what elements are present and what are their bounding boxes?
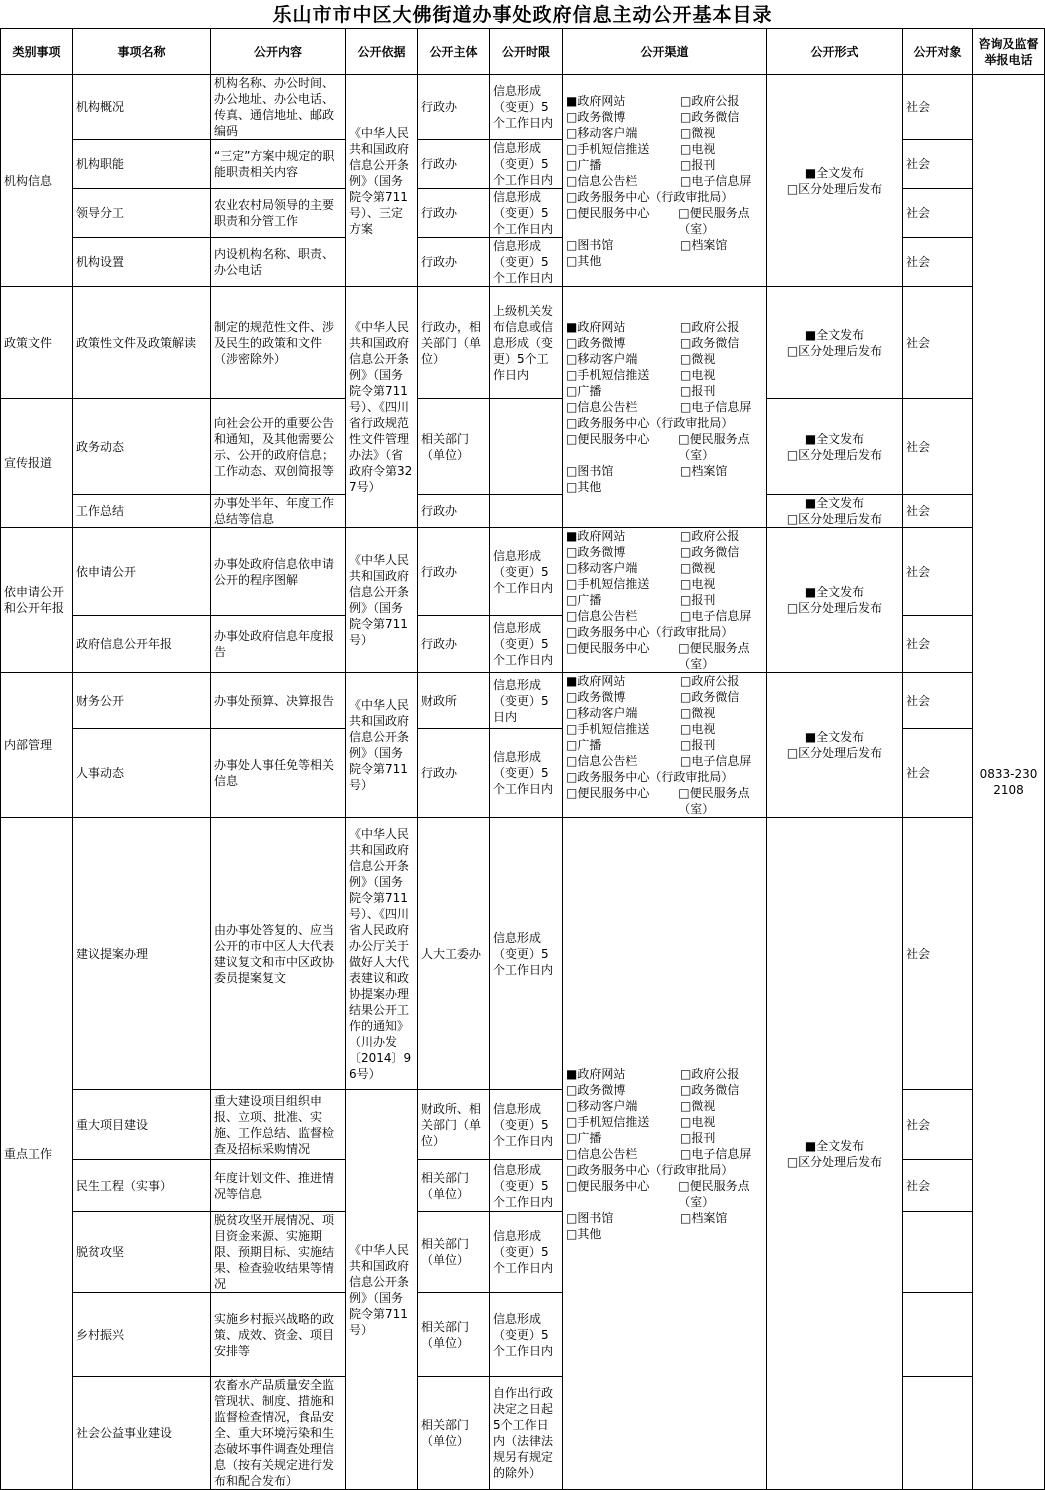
channel-option: □政务服务中心（行政审批局） [566, 416, 734, 430]
channel-option: □电子信息屏 [680, 609, 752, 623]
channel-option: □手机短信推送 [566, 722, 650, 736]
channel-row [566, 785, 763, 817]
time-cell: 信息形成（变更）5个工作日内 [490, 1212, 563, 1293]
time-cell: 信息形成（变更）5个工作日内 [490, 1293, 563, 1377]
channel-list [563, 528, 767, 673]
form-option-full: ■全文发布 [804, 431, 865, 446]
channel-row [566, 431, 763, 463]
form-option-full: ■全文发布 [804, 1138, 865, 1153]
channel-option: □报刊 [680, 738, 716, 752]
time-cell: 自作出行政决定之日起5个工作日内（法律法规另有规定的除外） [490, 1377, 563, 1490]
item-name: 社会公益事业建设 [73, 1377, 211, 1490]
item-name: 工作总结 [73, 495, 211, 528]
channel-option: □广播 [566, 1130, 602, 1145]
channel-row [566, 1130, 763, 1146]
item-name: 人事动态 [73, 729, 211, 818]
channel-option: □微视 [680, 125, 716, 140]
form-option-part: □区分处理后发布 [786, 601, 883, 615]
time-cell: 信息形成（变更）5个工作日内 [490, 528, 563, 616]
channel-option: □政务微信 [680, 109, 740, 124]
channel-option: □政务微博 [566, 690, 626, 704]
table-row [1, 75, 1045, 140]
channel-row [566, 737, 763, 753]
header-cell: 类别事项 [1, 29, 73, 75]
channel-row [566, 399, 763, 415]
audience-cell: 社会 [903, 238, 973, 287]
audience-cell: 社会 [903, 616, 973, 673]
form-option-part: □区分处理后发布 [786, 343, 883, 358]
channel-option: □信息公告栏 [566, 754, 638, 768]
channel-row [566, 721, 763, 737]
channel-option: □政务微信 [680, 336, 740, 350]
header-cell: 公开对象 [903, 29, 973, 75]
form-option-part: □区分处理后发布 [786, 746, 883, 760]
time-cell: 信息形成（变更）5个工作日内 [490, 75, 563, 140]
channel-option: □便民服务中心 [566, 641, 650, 655]
subject-cell: 相关部门（单位） [418, 1377, 490, 1490]
subject-cell: 相关部门（单位） [418, 1293, 490, 1377]
channel-option: □政务微信 [680, 1082, 740, 1097]
channel-option: □报刊 [680, 593, 716, 607]
form-option-part: □区分处理后发布 [786, 447, 883, 462]
form-option-part: □区分处理后发布 [786, 181, 883, 196]
basis-cell: 《中华人民共和国政府信息公开条例》（国务院令第711号）、《四川省人民政府办公厅关于做好人大代表建议和政协提案办理结果公开工作的通知》（川办发〔2014〕96号） [346, 818, 418, 1090]
channel-option: □手机短信推送 [566, 1114, 650, 1129]
category-cell: 依申请公开和公开年报 [1, 528, 73, 673]
item-name: 民生工程（实事） [73, 1160, 211, 1212]
channel-option: ■政府网站 [566, 529, 626, 543]
subject-cell: 行政办 [418, 140, 490, 189]
header-row [1, 29, 1045, 75]
channel-option: □报刊 [680, 157, 716, 172]
audience-cell: 社会 [903, 75, 973, 140]
channel-row [566, 592, 763, 608]
channel-row [566, 237, 763, 253]
channel-option: □政务微信 [680, 690, 740, 704]
audience-cell [903, 1212, 973, 1293]
channel-row [566, 689, 763, 705]
channel-list [563, 818, 767, 1490]
subject-cell: 财政所 [418, 673, 490, 729]
channel-option: □政务微博 [566, 1082, 626, 1097]
basis-cell: 《中华人民共和国政府信息公开条例》（国务院令第711号） [346, 528, 418, 673]
form-option-full: ■全文发布 [804, 165, 865, 180]
channel-option: □图书馆 [566, 237, 614, 252]
basis-cell: 《中华人民共和国政府信息公开条例》（国务院令第711号）、三定方案 [346, 75, 418, 287]
channel-option: □移动客户端 [566, 125, 638, 140]
channel-row [566, 157, 763, 173]
table-row [1, 399, 1045, 495]
channel-option: □信息公告栏 [566, 400, 638, 414]
channel-option: □手机短信推送 [566, 141, 650, 156]
item-content: 年度计划文件、推进情况等信息 [211, 1160, 346, 1212]
header-cell: 公开时限 [490, 29, 563, 75]
form-cell [767, 399, 903, 495]
channel-option: □政务服务中心（行政审批局） [566, 189, 734, 204]
time-cell: 信息形成（变更）5个工作日内 [490, 140, 563, 189]
channel-option: □便民服务中心 [566, 205, 650, 220]
channel-option: □政务服务中心（行政审批局） [566, 625, 734, 639]
audience-cell: 社会 [903, 729, 973, 818]
channel-option: □手机短信推送 [566, 577, 650, 591]
channel-option: ■政府网站 [566, 320, 626, 334]
form-option-full: ■全文发布 [804, 730, 865, 744]
item-content: 内设机构名称、职责、办公电话 [211, 238, 346, 287]
channel-option: □微视 [680, 561, 716, 575]
audience-cell [903, 1377, 973, 1490]
channel-row [566, 560, 763, 576]
audience-cell: 社会 [903, 1090, 973, 1160]
item-content: 办事处政府信息依申请公开的程序图解 [211, 528, 346, 616]
channel-option: □政务微信 [680, 545, 740, 559]
audience-cell [903, 1293, 973, 1377]
subject-cell: 行政办 [418, 495, 490, 528]
channel-option: ■政府网站 [566, 1066, 626, 1081]
channel-option: ■政府网站 [566, 674, 626, 688]
channel-option: □便民服务中心 [566, 1178, 650, 1193]
subject-cell: 人大工委办 [418, 818, 490, 1090]
item-content: 办事处半年、年度工作总结等信息 [211, 495, 346, 528]
channel-option: □移动客户端 [566, 1098, 638, 1113]
channel-row [566, 1098, 763, 1114]
item-name: 财务公开 [73, 673, 211, 729]
channel-option: □微视 [680, 706, 716, 720]
channel-option: □便民服务点（室） [678, 641, 750, 671]
form-option-full: ■全文发布 [804, 496, 865, 510]
channel-option: □微视 [680, 352, 716, 366]
basis-cell: 《中华人民共和国政府信息公开条例》（国务院令第711号） [346, 673, 418, 818]
form-cell [767, 495, 903, 528]
item-name: 机构概况 [73, 75, 211, 140]
time-cell [490, 399, 563, 495]
channel-row [566, 544, 763, 560]
channel-row [566, 608, 763, 624]
table-row [1, 287, 1045, 399]
item-name: 政务动态 [73, 399, 211, 495]
channel-row [566, 109, 763, 125]
item-content: “三定”方案中规定的职能职责相关内容 [211, 140, 346, 189]
channel-row [566, 528, 763, 544]
channel-option: □其他 [566, 1226, 602, 1241]
item-name: 建议提案办理 [73, 818, 211, 1090]
channel-row [566, 367, 763, 383]
time-cell: 信息形成（变更）5个工作日内 [490, 189, 563, 238]
item-name: 乡村振兴 [73, 1293, 211, 1377]
channel-row [566, 463, 763, 479]
basis-cell: 《中华人民共和国政府信息公开条例》（国务院令第711号）、《四川省行政规范性文件管理办法》（省政府令第327号） [346, 287, 418, 528]
item-content: 重大建设项目组织申报、立项、批准、实施、工作总结、监督检查及招标采购情况 [211, 1090, 346, 1160]
channel-option: □电视 [680, 368, 716, 382]
channel-option: □报刊 [680, 384, 716, 398]
category-cell: 政策文件 [1, 287, 73, 399]
channel-option: □政务微博 [566, 545, 626, 559]
time-cell [490, 495, 563, 528]
item-content: 办事处政府信息年度报告 [211, 616, 346, 673]
channel-option: □信息公告栏 [566, 609, 638, 623]
channel-row [566, 1114, 763, 1130]
item-content: 办事处人事任免等相关信息 [211, 729, 346, 818]
channel-row [566, 1066, 763, 1082]
channel-option: □政府公报 [680, 93, 740, 108]
channel-option: □信息公告栏 [566, 1146, 638, 1161]
channel-row [566, 93, 763, 109]
channel-row [566, 673, 763, 689]
category-cell: 机构信息 [1, 75, 73, 287]
channel-option: □政府公报 [680, 1066, 740, 1081]
channel-row [566, 640, 763, 672]
channel-option: □广播 [566, 593, 602, 607]
form-option-full: ■全文发布 [804, 327, 865, 342]
channel-option: □档案馆 [680, 1210, 728, 1225]
time-cell: 信息形成（变更）5个工作日内 [490, 729, 563, 818]
channel-option: □移动客户端 [566, 352, 638, 366]
channel-option: □广播 [566, 384, 602, 398]
header-cell: 公开依据 [346, 29, 418, 75]
channel-row [566, 205, 763, 237]
channel-option: □其他 [566, 253, 602, 268]
item-name: 依申请公开 [73, 528, 211, 616]
table-row [1, 673, 1045, 729]
audience-cell: 社会 [903, 495, 973, 528]
item-content: 农畜水产品质量安全监管现状、制度、措施和监督检查情况，食品安全、重大环境污染和生态破坏事件调查处理信息（按有关规定进行发布和配合发布） [211, 1377, 346, 1490]
channel-option: □微视 [680, 1098, 716, 1113]
channel-option: □报刊 [680, 1130, 716, 1145]
item-name: 领导分工 [73, 189, 211, 238]
channel-option: □政府公报 [680, 320, 740, 334]
channel-row [566, 576, 763, 592]
form-cell [767, 75, 903, 287]
form-cell [767, 673, 903, 818]
channel-row [566, 125, 763, 141]
item-content: 制定的规范性文件、涉及民生的政策和文件（涉密除外） [211, 287, 346, 399]
channel-list [563, 287, 767, 528]
time-cell: 信息形成（变更）5日内 [490, 673, 563, 729]
channel-option: □电视 [680, 722, 716, 736]
audience-cell: 社会 [903, 140, 973, 189]
channel-row [566, 383, 763, 399]
channel-option: □移动客户端 [566, 561, 638, 575]
table-row [1, 495, 1045, 528]
audience-cell: 社会 [903, 818, 973, 1090]
channel-option: □其他 [566, 480, 602, 494]
channel-row [566, 141, 763, 157]
channel-option: □政府公报 [680, 674, 740, 688]
header-cell: 事项名称 [73, 29, 211, 75]
item-name: 政策性文件及政策解读 [73, 287, 211, 399]
subject-cell: 行政办 [418, 616, 490, 673]
form-option-part: □区分处理后发布 [786, 1154, 883, 1169]
item-name: 脱贫攻坚 [73, 1212, 211, 1293]
channel-option: □政府公报 [680, 529, 740, 543]
channel-option: □政务微博 [566, 109, 626, 124]
channel-row [566, 1210, 763, 1226]
channel-row [566, 335, 763, 351]
channel-option: □电子信息屏 [680, 400, 752, 414]
channel-option: □便民服务点（室） [678, 1178, 750, 1209]
channel-option: □图书馆 [566, 464, 614, 478]
channel-option: □便民服务点（室） [678, 432, 750, 462]
category-cell: 宣传报道 [1, 399, 73, 528]
channel-option: □电子信息屏 [680, 754, 752, 768]
item-content: 办事处预算、决算报告 [211, 673, 346, 729]
channel-list [563, 673, 767, 818]
page-title: 乐山市市中区大佛街道办事处政府信息主动公开基本目录 [272, 4, 773, 26]
channel-row [566, 753, 763, 769]
header-cell: 公开渠道 [563, 29, 767, 75]
channel-row [566, 1178, 763, 1210]
form-option-part: □区分处理后发布 [786, 512, 883, 526]
time-cell: 信息形成（变更）5个工作日内 [490, 818, 563, 1090]
channel-option: □电子信息屏 [680, 1146, 752, 1161]
header-cell: 公开主体 [418, 29, 490, 75]
time-cell: 上级机关发布信息或信息形成（变更）5个工作日内 [490, 287, 563, 399]
subject-cell: 行政办 [418, 528, 490, 616]
subject-cell: 行政办 [418, 75, 490, 140]
form-cell [767, 528, 903, 673]
audience-cell: 社会 [903, 189, 973, 238]
channel-row [566, 1146, 763, 1162]
channel-row [566, 319, 763, 335]
form-cell [767, 287, 903, 399]
basis-cell: 《中华人民共和国政府信息公开条例》（国务院令第711号） [346, 1090, 418, 1490]
header-cell: 公开形式 [767, 29, 903, 75]
audience-cell: 社会 [903, 287, 973, 399]
header-cell: 咨询及监督举报电话 [973, 29, 1045, 75]
form-cell [767, 818, 903, 1490]
channel-option: □电视 [680, 577, 716, 591]
subject-cell: 行政办 [418, 238, 490, 287]
channel-option: □便民服务中心 [566, 432, 650, 446]
time-cell: 信息形成（变更）5个工作日内 [490, 1160, 563, 1212]
channel-option: □信息公告栏 [566, 173, 638, 188]
item-name: 政府信息公开年报 [73, 616, 211, 673]
channel-row [566, 705, 763, 721]
time-cell: 信息形成（变更）5个工作日内 [490, 238, 563, 287]
form-option-full: ■全文发布 [804, 585, 865, 599]
subject-cell: 相关部门（单位） [418, 399, 490, 495]
table-row [1, 528, 1045, 616]
channel-option: □广播 [566, 157, 602, 172]
time-cell: 信息形成（变更）5个工作日内 [490, 616, 563, 673]
channel-option: ■政府网站 [566, 93, 626, 108]
subject-cell: 行政办，相关部门（单位） [418, 287, 490, 399]
channel-option: □移动客户端 [566, 706, 638, 720]
channel-option: □政务微博 [566, 336, 626, 350]
channel-option: □档案馆 [680, 237, 728, 252]
item-content: 向社会公开的重要公告和通知，及其他需要公示、公开的政府信息；工作动态、双创简报等 [211, 399, 346, 495]
audience-cell: 社会 [903, 528, 973, 616]
channel-list [563, 75, 767, 287]
audience-cell: 社会 [903, 673, 973, 729]
item-content: 机构名称、办公时间、办公地址、办公电话、传真、通信地址、邮政编码 [211, 75, 346, 140]
channel-option: □电视 [680, 1114, 716, 1129]
item-content: 农业农村局领导的主要职责和分管工作 [211, 189, 346, 238]
channel-option: □便民服务点（室） [678, 786, 750, 816]
audience-cell: 社会 [903, 399, 973, 495]
subject-cell: 行政办 [418, 729, 490, 818]
subject-cell: 行政办 [418, 189, 490, 238]
table-row [1, 818, 1045, 1090]
category-cell: 重点工作 [1, 818, 73, 1490]
channel-row [566, 351, 763, 367]
channel-option: □便民服务中心 [566, 786, 650, 800]
subject-cell: 财政所、相关部门（单位） [418, 1090, 490, 1160]
item-content: 实施乡村振兴战略的政策、成效、资金、项目安排等 [211, 1293, 346, 1377]
subject-cell: 相关部门（单位） [418, 1160, 490, 1212]
item-content: 脱贫攻坚开展情况、项目资金来源、实施期限、预期目标、实施结果、检查验收结果等情况 [211, 1212, 346, 1293]
header-cell: 公开内容 [211, 29, 346, 75]
subject-cell: 相关部门（单位） [418, 1212, 490, 1293]
channel-option: □图书馆 [566, 1210, 614, 1225]
channel-option: □便民服务点（室） [678, 205, 750, 236]
channel-row [566, 173, 763, 189]
channel-option: □政务服务中心（行政审批局） [566, 770, 734, 784]
channel-row [566, 1082, 763, 1098]
channel-option: □电子信息屏 [680, 173, 752, 188]
catalog-table [0, 28, 1045, 1490]
channel-option: □政务服务中心（行政审批局） [566, 1162, 734, 1177]
channel-option: □广播 [566, 738, 602, 752]
item-content: 由办事处答复的、应当公开的市中区人大代表建议复文和市中区政协委员提案复文 [211, 818, 346, 1090]
audience-cell: 社会 [903, 1160, 973, 1212]
category-cell: 内部管理 [1, 673, 73, 818]
channel-option: □手机短信推送 [566, 368, 650, 382]
item-name: 机构职能 [73, 140, 211, 189]
time-cell: 信息形成（变更）5个工作日内 [490, 1090, 563, 1160]
channel-option: □电视 [680, 141, 716, 156]
item-name: 机构设置 [73, 238, 211, 287]
item-name: 重大项目建设 [73, 1090, 211, 1160]
channel-option: □档案馆 [680, 464, 728, 478]
phone-cell: 0833-2302108 [973, 75, 1045, 1490]
